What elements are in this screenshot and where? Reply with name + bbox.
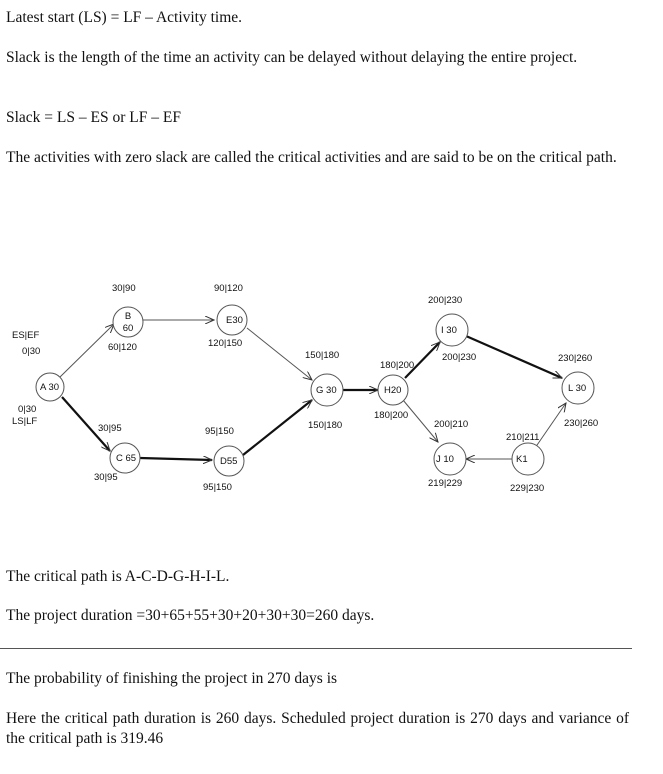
node-b-duration: 60 (122, 323, 134, 334)
node-k-duration: 1 (522, 454, 528, 465)
node-i-ls-lf: 200|230 (442, 352, 477, 363)
paragraph-slack-formula: Slack = LS – ES or LF – EF (6, 109, 181, 126)
paragraph-critical-activities: The activities with zero slack are called the critical activities and are said to be on the critical path. (6, 149, 617, 166)
node-a-duration: 30 (48, 382, 60, 393)
node-i (428, 295, 476, 363)
node-l-duration: 30 (575, 383, 587, 394)
svg-text:I 30 (441, 325, 457, 336)
node-k-ls-lf: 229|230 (510, 483, 545, 494)
svg-text:D55 (220, 456, 237, 467)
edge-k-l (535, 403, 566, 448)
node-e-es-ef: 90|120 (214, 283, 243, 294)
svg-text:K1 (516, 454, 528, 465)
node-l-ls-lf: 230|260 (564, 418, 599, 429)
node-i-es-ef: 200|230 (428, 295, 463, 306)
node-d-name: D (220, 456, 227, 467)
node-k-es-ef: 210|211 (506, 432, 540, 443)
node-g-es-ef: 150|180 (305, 350, 340, 361)
node-d-es-ef: 95|150 (205, 426, 234, 437)
node-l-es-ef: 230|260 (558, 353, 593, 364)
node-i-name: I (441, 325, 444, 336)
node-d-ls-lf: 95|150 (203, 482, 232, 493)
edge-c-d (140, 458, 212, 460)
paragraph-probability: The probability of finishing the project in 270 days is (6, 670, 338, 687)
node-h-ls-lf: 180|200 (374, 410, 409, 421)
horizontal-divider (0, 648, 632, 649)
node-a-ls-lf: 0|30 (18, 404, 37, 415)
paragraph-critical-path: The critical path is A-C-D-G-H-I-L. (6, 568, 230, 585)
node-k-name: K (516, 454, 523, 465)
node-g-name: G (316, 385, 324, 396)
edge-i-l (466, 336, 562, 378)
paragraph-variance: Here the critical path duration is 260 days. Scheduled project duration is 270 days and variance of the critical path is 319.46 (6, 710, 629, 747)
legend-ls-lf: LS|LF (12, 416, 38, 427)
node-k (506, 432, 544, 494)
node-g (305, 350, 343, 431)
node-a (18, 346, 64, 415)
paragraph-latest-start: Latest start (LS) = LF – Activity time. (6, 9, 243, 26)
edge-a-b (60, 324, 114, 377)
node-c-name: C (116, 453, 123, 464)
node-e-duration: 30 (232, 315, 243, 326)
node-j (428, 419, 468, 489)
node-i-duration: 30 (446, 325, 457, 336)
node-h (374, 360, 414, 421)
svg-text:C 65 (116, 453, 136, 464)
svg-text:J 10 (436, 454, 454, 465)
node-c-ls-lf: 30|95 (94, 472, 118, 483)
edge-h-j (403, 400, 438, 442)
node-g-duration: 30 (326, 385, 337, 396)
node-c-es-ef: 30|95 (98, 423, 122, 434)
paragraph-project-duration: The project duration =30+65+55+30+20+30+30=260 days. (6, 607, 375, 624)
node-d-duration: 55 (226, 456, 238, 467)
node-j-ls-lf: 219|229 (428, 478, 463, 489)
node-c (94, 423, 140, 483)
svg-text:H20 (384, 385, 401, 396)
node-b-name: B (124, 311, 132, 322)
svg-text:G 30 (316, 385, 337, 396)
node-j-duration: 10 (443, 454, 454, 465)
edge-d-g (243, 400, 312, 455)
edge-e-g (247, 328, 312, 380)
node-h-name: H (384, 385, 391, 396)
legend-es-ef: ES|EF (12, 330, 40, 341)
node-a-es-ef: 0|30 (22, 346, 41, 357)
node-e-ls-lf: 120|150 (208, 338, 243, 349)
node-h-duration: 20 (390, 385, 402, 396)
node-e-name: E (226, 315, 233, 326)
svg-text:L 30 (568, 383, 586, 394)
paragraph-slack-definition: Slack is the length of the time an activity can be delayed without delaying the entire project. (6, 49, 578, 66)
node-b (108, 283, 143, 353)
node-b-ls-lf: 60|120 (108, 342, 137, 353)
node-l (558, 353, 598, 429)
node-e (208, 283, 247, 349)
node-a-name: A (40, 382, 46, 393)
network-diagram (0, 270, 620, 500)
svg-text:E30 (226, 315, 243, 326)
node-l-name: L (568, 383, 573, 394)
node-b-es-ef: 30|90 (112, 283, 136, 294)
node-j-es-ef: 200|210 (434, 419, 469, 430)
svg-text:A 30 (40, 382, 59, 393)
node-c-duration: 65 (125, 453, 137, 464)
node-g-ls-lf: 150|180 (308, 420, 343, 431)
node-j-name: J (436, 454, 441, 465)
node-h-es-ef: 180|200 (380, 360, 415, 371)
